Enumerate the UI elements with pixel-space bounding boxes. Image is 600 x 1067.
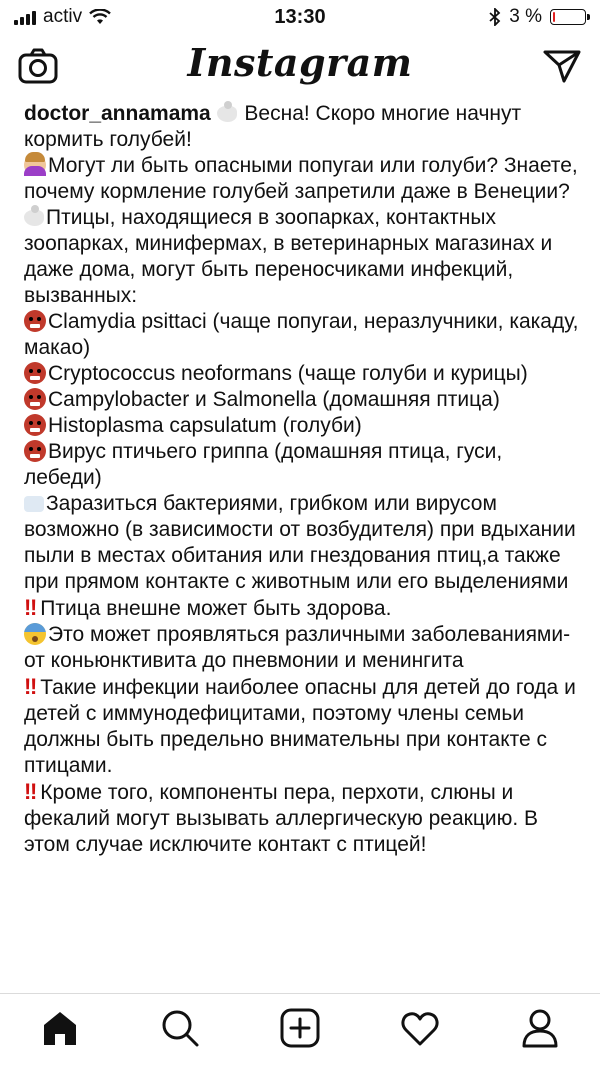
status-right bbox=[489, 6, 586, 28]
dove-icon bbox=[217, 106, 237, 122]
profile-icon[interactable] bbox=[520, 1008, 560, 1048]
caption-text: Вирус птичьего гриппа (домашняя птица, гуси, лебеди) bbox=[24, 440, 503, 489]
carrier-name: activ bbox=[43, 6, 83, 27]
search-icon[interactable] bbox=[160, 1008, 200, 1048]
caption-text: Такие инфекции наиболее опасны для детей до года и детей с иммунодефицитами, поэтому члены семьи должны быть предельно внимательны при контакте с птицами. bbox=[24, 676, 576, 777]
username-link[interactable]: doctor_annamama bbox=[24, 102, 211, 125]
caption-line bbox=[24, 439, 584, 491]
caption-text: Cryptococcus neoformans (чаще голуби и курицы) bbox=[48, 362, 528, 385]
caption-text: Весна! Скоро многие начнут кормить голубей! bbox=[24, 102, 522, 151]
caption-line bbox=[24, 387, 584, 413]
caption-line bbox=[24, 674, 584, 779]
caption-line bbox=[24, 595, 584, 622]
caption-text: Птицы, находящиеся в зоопарках, контактных зоопарках, минифермах, в ветеринарных магазинах и даже дома, могут быть переносчиками инфекций, вызванных: bbox=[24, 206, 553, 307]
instagram-logo: Instagram bbox=[187, 40, 413, 85]
caption-text: Птица внешне может быть здорова. bbox=[40, 597, 392, 620]
bluetooth-icon bbox=[489, 8, 501, 26]
caption-text: Histoplasma capsulatum (голуби) bbox=[48, 414, 362, 437]
caption-line bbox=[24, 205, 584, 309]
caption-line bbox=[24, 491, 584, 595]
ogre-icon bbox=[24, 388, 46, 410]
caption-text: Clamydia psittaci (чаще попугаи, неразлучники, какаду, макао) bbox=[24, 310, 579, 359]
new-post-icon[interactable] bbox=[280, 1008, 320, 1048]
dove-icon bbox=[24, 210, 44, 226]
fearful-face-icon bbox=[24, 623, 46, 645]
caption-line bbox=[24, 413, 584, 439]
bottom-navigation bbox=[0, 993, 600, 1067]
double-exclamation-icon: ‼ bbox=[24, 674, 35, 699]
ogre-icon bbox=[24, 362, 46, 384]
ogre-icon bbox=[24, 310, 46, 332]
app-header bbox=[0, 36, 600, 100]
double-exclamation-icon: ‼ bbox=[24, 779, 35, 804]
battery-percent: 3 % bbox=[509, 6, 542, 27]
home-icon[interactable] bbox=[40, 1008, 80, 1048]
caption-text: Кроме того, компоненты пера, перхоти, слюны и фекалий могут вызывать аллергическую реакцию. В этом случае исключите контакт с птицей! bbox=[24, 781, 539, 856]
caption-line bbox=[24, 361, 584, 387]
battery-icon bbox=[550, 9, 586, 25]
wind-icon bbox=[24, 496, 44, 512]
clock: 13:30 bbox=[274, 6, 326, 28]
caption-line bbox=[24, 622, 584, 674]
caption-text: Это может проявляться различными заболеваниями- от коньюнктивита до пневмонии и менингита bbox=[24, 623, 571, 672]
caption-text: Могут ли быть опасными попугаи или голуби? Знаете, почему кормление голубей запретили даже в Венеции? bbox=[24, 154, 578, 203]
caption-line bbox=[24, 309, 584, 361]
double-exclamation-icon: ‼ bbox=[24, 595, 35, 620]
ogre-icon bbox=[24, 414, 46, 436]
caption-line bbox=[24, 779, 584, 858]
caption-line bbox=[24, 153, 584, 205]
woman-shrugging-icon bbox=[24, 154, 46, 176]
activity-heart-icon[interactable] bbox=[400, 1008, 440, 1048]
caption-line bbox=[24, 101, 584, 153]
direct-message-icon[interactable] bbox=[542, 48, 582, 84]
battery-level bbox=[553, 12, 555, 22]
caption-text: Заразиться бактериями, грибком или вирусом возможно (в зависимости от возбудителя) при вдыхании пыли в местах обитания или гнездования птиц,а также при прямом контакте с животным или его выделениями bbox=[24, 492, 576, 593]
ogre-icon bbox=[24, 440, 46, 462]
post-caption bbox=[24, 101, 584, 992]
caption-text: Campylobacter и Salmonella (домашняя птица) bbox=[48, 388, 500, 411]
status-bar bbox=[0, 0, 600, 36]
